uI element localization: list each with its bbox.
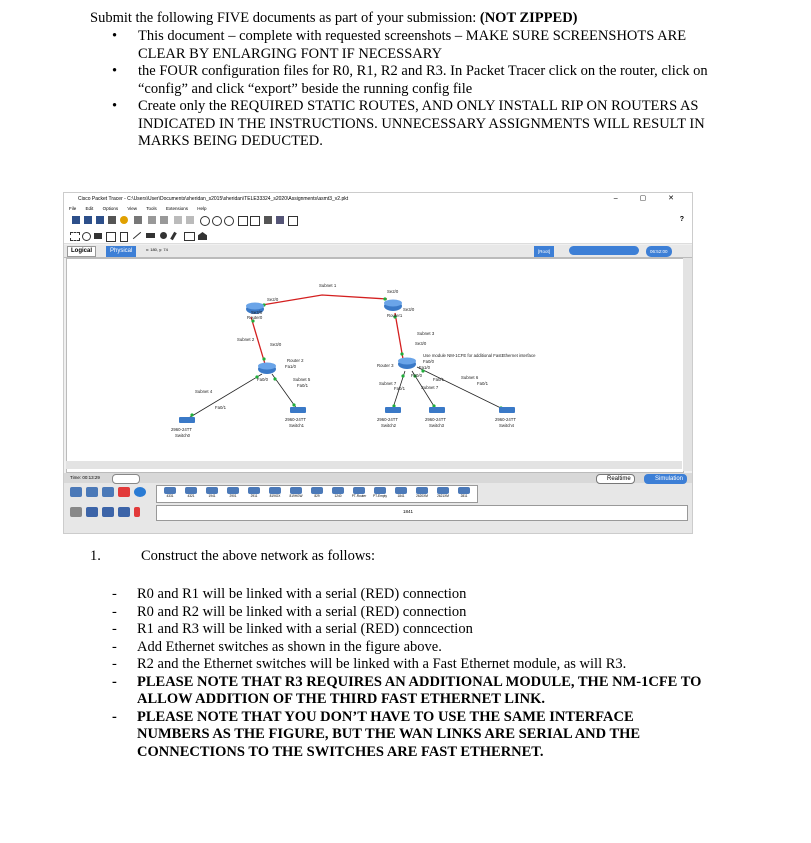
device-model-label: 2620XM (416, 494, 428, 498)
device-model-item[interactable] (203, 487, 221, 501)
intro-line (90, 10, 780, 27)
components-icon[interactable] (102, 487, 114, 497)
device-model-label: 829 (314, 494, 320, 498)
menu-options[interactable]: Options (102, 206, 119, 211)
router-model-icon (248, 487, 260, 494)
label-fa1-0-r3: Fa1/0 (419, 365, 430, 370)
device-model-item[interactable] (161, 487, 179, 501)
cluster-icon[interactable] (276, 216, 284, 224)
network-info-icon[interactable] (134, 216, 142, 224)
switch0-icon[interactable] (179, 417, 195, 423)
resize-icon[interactable] (106, 232, 116, 242)
main-toolbar (64, 213, 692, 229)
label-se3-0-r3: Se3/0 (415, 341, 427, 346)
router-model-icon (269, 487, 281, 494)
device-model-item[interactable] (266, 487, 284, 501)
device-model-label: 2621XM (437, 494, 449, 498)
label-fa0-1-sw2: Fa0/1 (394, 386, 405, 391)
note-icon[interactable] (120, 232, 128, 242)
label-se2-0-r1: Se2/0 (387, 289, 399, 294)
paste-icon[interactable] (160, 216, 168, 224)
label-subnet6: Subnet 6 (461, 375, 479, 380)
rectangle-icon[interactable] (146, 233, 155, 238)
topology-diagram (67, 259, 683, 472)
vertical-scrollbar[interactable] (683, 258, 692, 471)
pdu-icon[interactable] (264, 216, 272, 224)
switches-icon[interactable] (86, 507, 98, 517)
open-file-icon[interactable] (84, 216, 92, 224)
window-titlebar (64, 193, 692, 205)
router-model-icon (437, 487, 449, 494)
zoom-out-icon[interactable] (224, 216, 234, 226)
coordinates: x: 180, y: 74 (146, 247, 168, 252)
label-module-note: Use module NM-1CFE for additional FastEthernet interface (423, 353, 536, 358)
construct-heading: Construct the above network as follows: (141, 548, 375, 564)
device-model-label: 1941 (208, 494, 216, 498)
router-model-icon (227, 487, 239, 494)
menu-edit[interactable]: Edit (85, 206, 94, 211)
label-router1: Router1 (387, 313, 403, 318)
device-model-item[interactable] (434, 487, 452, 501)
device-model-item[interactable] (224, 487, 242, 501)
label-fa0-1-sw3: Fa0/1 (433, 377, 444, 382)
dash-icon: - (112, 621, 117, 637)
device-model-item[interactable] (413, 487, 431, 501)
routers-icon[interactable] (70, 507, 82, 517)
label-fa0-1-sw0: Fa0/1 (215, 405, 226, 410)
label-subnet2: Subnet 2 (237, 337, 255, 342)
instruction-item: - R0 and R2 will be linked with a serial (RED) connection (112, 603, 467, 620)
tool-toolbar (64, 229, 692, 244)
help-icon[interactable]: ? (679, 216, 684, 223)
serial-link-r1-r3 (395, 313, 403, 359)
device-model-label: 1240 (334, 494, 342, 498)
device-model-label: 4331 (166, 494, 174, 498)
freeform-icon[interactable] (170, 232, 177, 240)
router-model-icon (395, 487, 407, 494)
instruction-item: - R1 and R3 will be linked with a serial (RED) conncection (112, 621, 473, 637)
delete-icon[interactable] (94, 233, 102, 239)
wireless-icon[interactable] (118, 507, 130, 517)
router-model-icon (353, 487, 365, 494)
device-model-item[interactable] (329, 487, 347, 501)
label-fa0-0-r3b: Fa0/0 (411, 373, 422, 378)
ellipse-icon[interactable] (160, 232, 167, 239)
submission-item: • Create only the REQUIRED STATIC ROUTES, AND ONLY INSTALL RIP ON ROUTERS AS INDICATED IN THE INSTRUCTIONS. UNNECESSARY ASSIGNMENTS WILL RESULT IN MARKS BEING DEDUCTED. (112, 98, 705, 149)
label-router2: Router 2 (287, 358, 304, 363)
label-switch3: Switch3 (429, 423, 445, 428)
label-fa0-1-sw4: Fa0/1 (477, 381, 488, 386)
network-devices-icon[interactable] (70, 487, 82, 497)
new-file-icon[interactable] (72, 216, 80, 224)
router2-icon[interactable] (258, 363, 276, 375)
submission-item: • the FOUR configuration files for R0, R1, R2 and R3. In Packet Tracer click on the router, click on “config” and click “export” beside the running config file (112, 63, 708, 97)
router-model-icon (416, 487, 428, 494)
label-fa1-0-r2: Fa1/0 (285, 364, 296, 369)
viewport-controls[interactable] (569, 246, 639, 255)
menu-extensions[interactable]: Extensions (165, 206, 188, 211)
time-label: Time: 00:13:29 (70, 475, 100, 480)
time-bar (64, 473, 693, 483)
tab-physical[interactable]: Physical (106, 246, 136, 257)
device-panel (64, 473, 692, 533)
label-switch4: Switch4 (499, 423, 515, 428)
inspect-icon[interactable] (82, 232, 91, 241)
label-switch0: Switch0 (175, 433, 191, 438)
redo-icon[interactable] (186, 216, 194, 224)
packet-tracer-screenshot (63, 192, 693, 534)
device-model-label: 1841 (397, 494, 405, 498)
router-model-icon (458, 487, 470, 494)
label-subnet1: Subnet 1 (319, 283, 337, 288)
label-router3: Router 3 (377, 363, 394, 368)
select-icon[interactable] (70, 232, 80, 241)
wizard-icon[interactable] (120, 216, 128, 224)
device-model-item[interactable] (287, 487, 305, 501)
bullet-icon: • (112, 28, 118, 44)
device-model-label: PT-Router (351, 494, 367, 498)
menu-file[interactable]: File (69, 206, 77, 211)
label-sw1-model: 2960-24TT (285, 417, 307, 422)
intro-bold: (NOT ZIPPED) (479, 10, 578, 26)
switch3-icon[interactable] (429, 407, 445, 413)
switch1-icon[interactable] (290, 407, 306, 413)
undo-icon[interactable] (174, 216, 182, 224)
label-sw4-model: 2960-24TT (495, 417, 517, 422)
section-number: 1. (90, 548, 101, 564)
switches (179, 407, 515, 423)
device-model-item[interactable] (392, 487, 410, 501)
device-model-label: 819IOX (269, 494, 281, 498)
intro-text: Submit the following FIVE documents as part of your submission: (90, 10, 477, 26)
label-subnet7: Subnet 7 (421, 385, 439, 390)
simple-pdu-icon[interactable] (184, 232, 195, 241)
submission-list (108, 28, 728, 151)
instruction-item: - R0 and R1 will be linked with a serial (RED) connection (112, 586, 467, 602)
submission-item: • This document – complete with requested screenshots – MAKE SURE SCREENSHOTS ARE CLEAR BY ENLARGING FONT IF NECESSARY (112, 28, 687, 62)
dash-icon: - (112, 656, 117, 672)
line-icon[interactable] (133, 232, 141, 239)
menu-tools[interactable]: Tools (146, 206, 157, 211)
router-model-icon (311, 487, 323, 494)
menu-help[interactable]: Help (197, 206, 207, 211)
eth-link-r2-sw0 (187, 374, 262, 419)
device-model-label: 819HGW (289, 494, 303, 498)
label-se3-0-r2: Se3/0 (270, 342, 282, 347)
image-icon[interactable] (288, 216, 298, 226)
copy-icon[interactable] (148, 216, 156, 224)
device-model-item[interactable] (455, 487, 473, 501)
zoom-reset-icon[interactable] (212, 216, 222, 226)
device-model-list (156, 485, 478, 503)
switch2-icon[interactable] (385, 407, 401, 413)
window-title: Cisco Packet Tracer - C:\Users\User\Documents\sheridan_s2015\sheridan\TELE33324_s2020\Assignments\asmt3_v2.pkt (78, 196, 349, 202)
label-subnet3: Subnet 3 (417, 331, 435, 336)
device-description-bar (156, 505, 688, 521)
drawing-palette-icon[interactable] (238, 216, 248, 226)
device-model-item[interactable] (350, 487, 368, 501)
instruction-item-bold: - PLEASE NOTE THAT YOU DON’T HAVE TO USE THE SAME INTERFACE NUMBERS AS THE FIGURE, BUT THE WAN LINKS ARE SERIAL AND THE CONNECTIONS TO THE SWITCHES ARE FAST ETHERNET. (112, 708, 641, 760)
router-model-icon (164, 487, 176, 494)
dash-icon: - (112, 673, 117, 690)
label-subnet5: Subnet 5 (293, 377, 311, 382)
serial-link-r0-r1 (262, 295, 387, 305)
end-devices-icon[interactable] (86, 487, 98, 497)
router1-icon[interactable] (384, 300, 402, 312)
window-controls[interactable]: – ▢ ✕ (613, 195, 684, 202)
save-file-icon[interactable] (96, 216, 104, 224)
complex-pdu-icon[interactable] (198, 232, 207, 240)
label-sw2-model: 2960-24TT (377, 417, 399, 422)
router-model-icon (206, 487, 218, 494)
menu-bar (64, 205, 692, 213)
selected-device-label: 1841 (403, 509, 414, 514)
bullet-icon: • (112, 63, 118, 79)
hubs-icon[interactable] (102, 507, 114, 517)
clock-display: 06:52:00 (646, 246, 672, 257)
menu-view[interactable]: View (127, 206, 138, 211)
device-model-label: PT-Empty (373, 494, 387, 498)
playback-controls[interactable] (112, 474, 140, 484)
misc-icon[interactable] (134, 487, 146, 497)
realtime-mode-button[interactable]: Realtime (596, 474, 635, 484)
print-icon[interactable] (108, 216, 116, 224)
label-fa0-0-r2: Fa0/0 (257, 377, 268, 382)
router-model-icon (290, 487, 302, 494)
device-model-label: 2811 (460, 494, 468, 498)
dash-icon: - (112, 638, 117, 655)
router-model-icon (185, 487, 197, 494)
label-se2-0-r0: Se2/0 (267, 297, 279, 302)
router3-icon[interactable] (398, 358, 416, 370)
device-model-item[interactable] (182, 487, 200, 501)
device-model-item[interactable] (308, 487, 326, 501)
device-model-label: 2901 (229, 494, 237, 498)
label-switch1: Switch1 (289, 423, 305, 428)
instruction-item: - R2 and the Ethernet switches will be linked with a Fast Ethernet module, as will R3. (112, 656, 627, 672)
label-sw0-model: 2960-24TT (171, 427, 193, 432)
instruction-item: - Add Ethernet switches as shown in the figure above. (112, 638, 442, 655)
topology-canvas[interactable] (66, 258, 684, 473)
connections-icon[interactable] (118, 487, 130, 497)
custom-device-icon[interactable] (250, 216, 260, 226)
label-subnet-r3: Subnet 7 (379, 381, 397, 386)
instruction-item-bold: - PLEASE NOTE THAT R3 REQUIRES AN ADDITIONAL MODULE, THE NM-1CFE TO ALLOW ADDITION OF THE THIRD FAST ETHERNET LINK. (112, 673, 702, 707)
label-se3-0-r1: Se3/0 (403, 307, 415, 312)
root-button[interactable]: [Root] (534, 246, 554, 257)
label-fa0-1-sw1: Fa0/1 (297, 383, 308, 388)
zoom-in-icon[interactable] (200, 216, 210, 226)
device-model-item[interactable] (245, 487, 263, 501)
label-sw3-model: 2960-24TT (425, 417, 447, 422)
router-model-icon (374, 487, 386, 494)
label-router0: Router0 (247, 315, 263, 320)
instruction-list (108, 586, 708, 761)
dash-icon: - (112, 708, 117, 725)
label-fa0-0-r3: Fa0/0 (423, 359, 434, 364)
label-switch2: Switch2 (381, 423, 397, 428)
simulation-mode-button[interactable]: Simulation (644, 474, 687, 484)
security-icon[interactable] (134, 507, 140, 517)
horizontal-scrollbar[interactable] (66, 461, 682, 469)
device-model-item[interactable] (371, 487, 389, 501)
label-subnet4: Subnet 4 (195, 389, 213, 394)
dash-icon: - (112, 586, 117, 602)
label-se3-0-r0: Se3/0 (251, 310, 263, 315)
switch4-icon[interactable] (499, 407, 515, 413)
bullet-icon: • (112, 98, 118, 114)
device-model-label: 2911 (250, 494, 258, 498)
workspace-tabbar (64, 245, 692, 258)
dash-icon: - (112, 603, 117, 620)
tab-logical[interactable]: Logical (67, 246, 96, 257)
router-model-icon (332, 487, 344, 494)
device-model-label: 4321 (187, 494, 195, 498)
